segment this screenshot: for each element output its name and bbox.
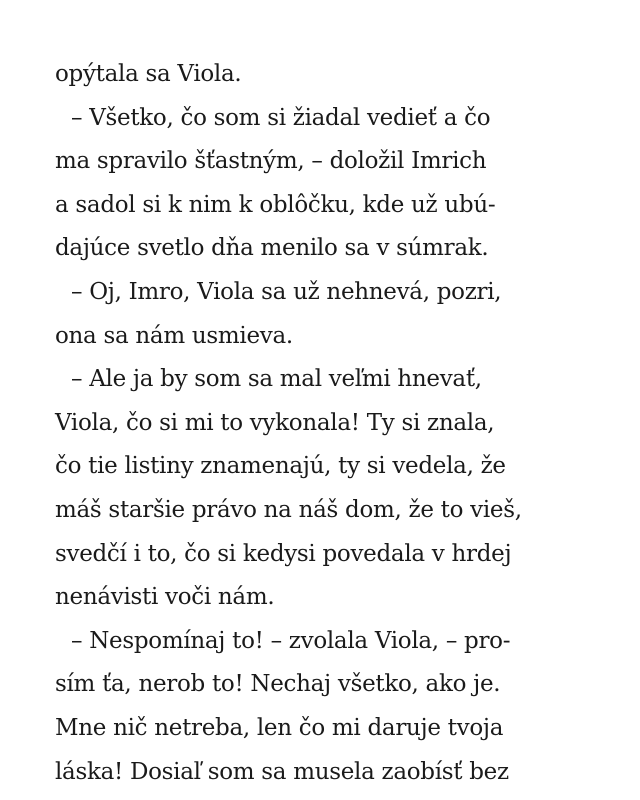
text-line: láska! Dosiaľ som sa musela zaobísť bez: [55, 758, 509, 785]
text-line: a sadol si k nim k oblôčku, kde už ubú-: [55, 191, 496, 218]
text-line: – Nespomínaj to! – zvolala Viola, – pro-: [71, 627, 511, 654]
text-line: ona sa nám usmieva.: [55, 322, 293, 349]
body-text: [55, 53, 615, 794]
text-line: nenávisti voči nám.: [55, 584, 275, 611]
text-line: opýtala sa Viola.: [55, 61, 242, 87]
text-line: ma spravilo šťastným, – doložil Imrich: [55, 148, 487, 175]
text-line: – Všetko, čo som si žiadal vedieť a čo: [71, 104, 491, 131]
text-line: sím ťa, nerob to! Nechaj všetko, ako je.: [55, 671, 501, 698]
text-line: – Ale ja by som sa mal veľmi hnevať,: [71, 366, 482, 393]
text-line: dajúce svetlo dňa menilo sa v súmrak.: [55, 235, 489, 262]
text-line: Mne nič netreba, len čo mi daruje tvoja: [55, 714, 504, 741]
text-line: máš staršie právo na náš dom, že to vieš,: [55, 496, 522, 523]
text-line: – Oj, Imro, Viola sa už nehnevá, pozri,: [71, 278, 502, 305]
text-line: čo tie listiny znamenajú, ty si vedela, že: [55, 453, 506, 480]
text-line: svedčí i to, čo si kedysi povedala v hrdej: [55, 540, 512, 567]
text-line: Viola, čo si mi to vykonala! Ty si znala,: [55, 409, 495, 436]
